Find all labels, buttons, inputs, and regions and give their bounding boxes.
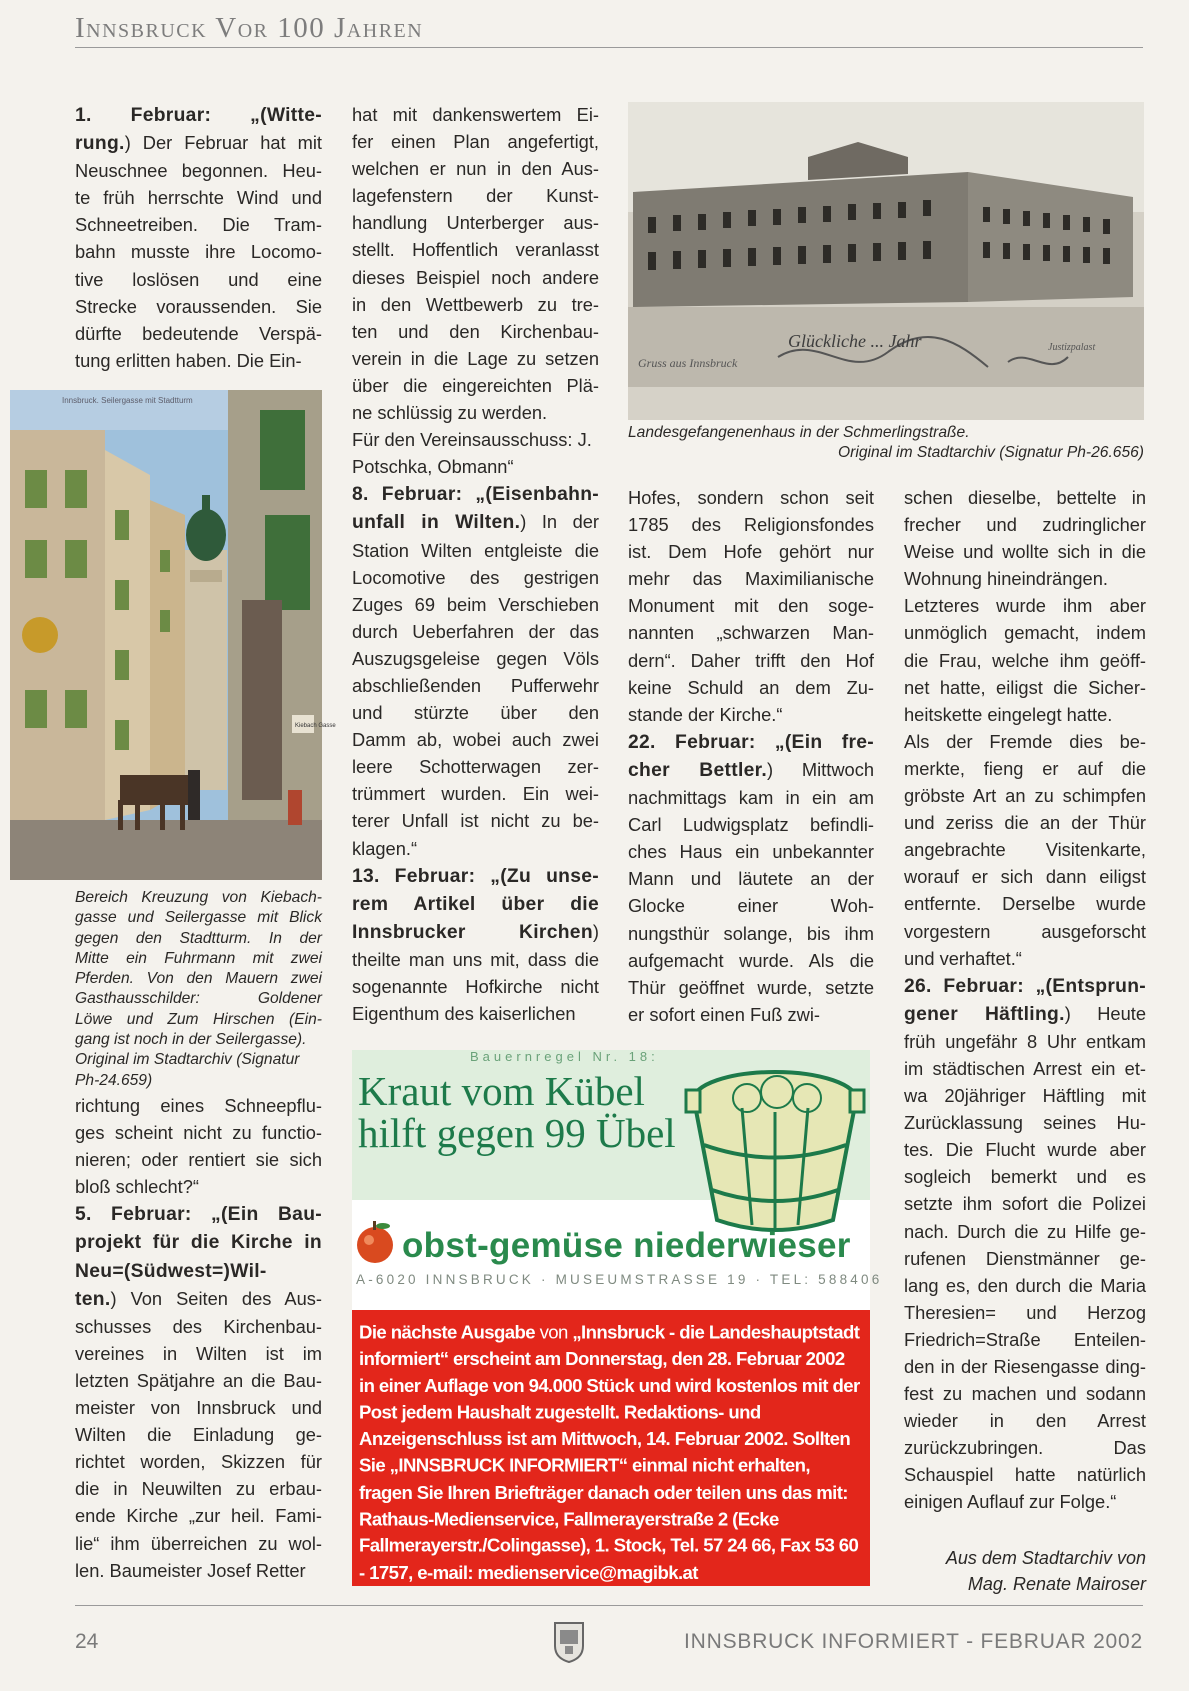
text-line <box>904 484 1146 511</box>
text-line <box>904 1488 1146 1515</box>
text-line <box>904 1218 1146 1245</box>
text-line <box>904 945 1146 972</box>
entry-heading: gener Häftling. <box>904 1003 1065 1025</box>
text-line <box>628 484 874 511</box>
page-number: 24 <box>75 1630 99 1653</box>
line-text: dürfte bedeutende Verspä- <box>75 322 322 344</box>
text-line <box>75 1119 322 1146</box>
line-text: Carl Ludwigsplatz befindli- <box>628 814 874 836</box>
text-line <box>628 920 874 947</box>
building-postcard-right: Justizpalast <box>1048 342 1096 353</box>
line-text: mehr das Maximilianische <box>628 568 874 590</box>
text-line <box>628 947 874 974</box>
line-text: Mann und läutete an der <box>628 868 874 890</box>
line-text: und zeriss die an der Thür <box>904 812 1146 834</box>
text-line <box>628 756 874 784</box>
text-line <box>628 619 874 646</box>
line-text: vorgestern ausgeforscht <box>904 920 1146 942</box>
text-line <box>628 511 874 538</box>
entry-heading: cher Bettler. <box>628 759 768 781</box>
line-text: tung erlitten haben. Die Ein- <box>75 349 302 371</box>
line-text: Schauspiel hatte natürlich <box>904 1464 1146 1486</box>
text-line <box>352 236 599 263</box>
line-text: bloß schlecht?“ <box>75 1176 199 1198</box>
building-photo <box>628 102 1144 420</box>
notice-body: „Innsbruck - die Landeshauptstadt informiert“ erscheint am Donnerstag, den 28. Februar 2002 in einer Auflage von 94.000 Stück und wird kostenlos mit der Post jedem Haushalt zugestellt. Redaktions- und Anzeigenschluss ist am Mittwoch, 14. Februar 2002. Sollten Sie „INNSBRUCK INFORMIERT“ einmal nicht erhalten, fragen Sie Ihren Briefträger danach oder teilen uns das mit: Rathaus-Medienservice, Fallmerayerstraße 2 (Ecke Fallmerayerstr./Colingasse), 1. Stock, Tel. 57 24 66, Fax 53 60 - 1757, e-mail: medienservice@magibk.at <box>359 1321 860 1583</box>
line-text: aufgemacht wurde. Als die <box>628 949 874 971</box>
text-line <box>352 209 599 236</box>
text-line <box>904 674 1146 701</box>
notice-connector: von <box>539 1321 568 1343</box>
entry-heading: rung. <box>75 133 125 155</box>
ad-company-address: A-6020 INNSBRUCK · MUSEUMSTRASSE 19 · TEL: 588406 <box>356 1272 883 1287</box>
text-line <box>75 1394 322 1421</box>
line-text: lang es, den durch die Maria <box>904 1274 1146 1296</box>
line-text: ) <box>592 920 599 942</box>
ad-company-name: obst-gemüse niederwieser <box>402 1226 851 1265</box>
text-line <box>75 1421 322 1448</box>
text-line <box>628 811 874 838</box>
text-line <box>904 1000 1146 1028</box>
line-text: im städtischen Arrest ein et- <box>904 1057 1146 1079</box>
text-line <box>904 701 1146 728</box>
line-text: verein in die Lage zu setzen <box>352 347 599 369</box>
text-line <box>628 701 874 728</box>
credit-line-1: Aus dem Stadtarchiv von <box>945 1548 1146 1568</box>
line-text: rufenen Dienstmänner ge- <box>904 1247 1146 1269</box>
text-line <box>628 538 874 565</box>
text-line <box>75 1313 322 1340</box>
text-line <box>75 1285 322 1313</box>
line-text: ches Haus ein unbekannter <box>628 841 874 863</box>
line-text: Damm ab, wobei auch zwei <box>352 729 599 751</box>
line-text: heitskette eingelegt hatte. <box>904 703 1113 725</box>
line-text: Für den Vereinsausschuss: J. <box>352 429 592 451</box>
text-line <box>628 838 874 865</box>
line-text: wa 20jähriger Häftling mit <box>904 1085 1146 1107</box>
text-line <box>628 1001 874 1028</box>
text-line <box>352 453 599 480</box>
text-line <box>904 1326 1146 1353</box>
line-text: gröbste Art an zu schimpfen <box>904 785 1146 807</box>
line-text: keine Schuld an dem Zu- <box>628 676 874 698</box>
caption-line: Pferden. Von den Mauern zwei <box>75 970 322 988</box>
line-text: die Frau, welche ihm geöff- <box>904 649 1146 671</box>
text-line <box>352 807 599 834</box>
entry-heading: Innsbrucker Kirchen <box>352 921 593 943</box>
text-line <box>904 1407 1146 1434</box>
line-text: lagefenstern der Kunst- <box>352 185 599 207</box>
text-line <box>352 537 599 564</box>
city-crest-icon <box>552 1620 586 1664</box>
column-4-text <box>904 484 1146 1516</box>
line-text: ist. Dem Hofe gehört nur <box>628 541 874 563</box>
line-text: klagen.“ <box>352 837 418 859</box>
line-text: Locomotive des gestrigen <box>352 566 599 588</box>
caption-line: Ph-24.659) <box>75 1071 153 1089</box>
line-text: ) Der Februar hat mit <box>124 132 322 154</box>
line-text: nungsthür solange, bis ihm <box>628 922 874 944</box>
line-text: fest zu machen und sodann <box>904 1383 1146 1405</box>
line-text: wieder in den Arrest <box>904 1410 1146 1432</box>
caption-line: Bereich Kreuzung von Kiebach- <box>75 889 322 906</box>
text-line <box>904 1272 1146 1299</box>
line-text: ges scheint nicht zu functio- <box>75 1122 322 1144</box>
text-line <box>904 511 1146 538</box>
caption-line: Original im Stadtarchiv (Signatur <box>75 1051 300 1069</box>
line-text: früh ungefähr 8 Uhr entkam <box>904 1030 1146 1052</box>
line-text: Eigenthum des kaiserlichen <box>352 1003 576 1025</box>
line-text: welchen er nun in den Aus- <box>352 158 599 180</box>
building-postcard-label: Gruss aus Innsbruck <box>638 356 738 370</box>
text-line <box>75 1448 322 1475</box>
text-line <box>75 1200 322 1228</box>
line-text: terer Unfall ist nicht zu be- <box>352 810 599 832</box>
line-text: dieses Beispiel noch andere <box>352 266 599 288</box>
text-line <box>904 1028 1146 1055</box>
text-line <box>352 345 599 372</box>
line-text: handlung Unterberger aus- <box>352 212 599 234</box>
text-line <box>904 1380 1146 1407</box>
text-line <box>904 1353 1146 1380</box>
line-text: Hofes, sondern schon seit <box>628 487 874 508</box>
line-text: te früh herrschte Wind und <box>75 187 322 209</box>
line-text: tes. Die Flucht wurde aber <box>904 1139 1146 1161</box>
text-line <box>628 728 874 756</box>
entry-heading: 26. Februar: „(Entsprun- <box>904 975 1146 997</box>
entry-heading: rem Artikel über die <box>352 893 599 915</box>
line-text: letzten Spätjahre an die Bau- <box>75 1369 322 1391</box>
entry-heading: Neu=(Südwest=)Wil- <box>75 1260 267 1282</box>
text-line <box>352 101 599 128</box>
line-text: die in Neuwilten zu erbau- <box>75 1478 322 1500</box>
text-line <box>352 973 599 1000</box>
line-text: frecher und zudringlicher <box>904 514 1146 536</box>
line-text: hat mit dankenswertem Ei- <box>352 104 599 125</box>
notice-lead: Die nächste Ausgabe <box>359 1321 535 1343</box>
line-text: 1785 des Religionsfondes <box>628 514 874 536</box>
line-text: nach. Durch die zu Hilfe ge- <box>904 1220 1146 1242</box>
street-photo-caption <box>75 888 322 1091</box>
ad-slogan-line-1: Kraut vom Kübel <box>358 1068 645 1114</box>
line-text: sogleich bemerkt und es <box>904 1166 1146 1188</box>
line-text: Monument mit den soge- <box>628 595 874 617</box>
text-line <box>352 1000 599 1027</box>
entry-heading: 8. Februar: „(Eisenbahn- <box>352 484 599 506</box>
text-line <box>352 128 599 155</box>
text-line <box>75 1367 322 1394</box>
ad-bauernregel: Bauernregel Nr. 18: <box>470 1049 659 1064</box>
caption-line: gegen den Stadtturm. In der <box>75 929 322 947</box>
text-line <box>352 182 599 209</box>
line-text: Strecke voraussenden. Sie <box>75 295 322 317</box>
street-photo <box>10 390 336 880</box>
line-text: Wilten die Einladung ge- <box>75 1424 322 1446</box>
line-text: Theresien= und Herzog <box>904 1301 1146 1323</box>
text-line <box>75 320 322 347</box>
text-line <box>628 974 874 1001</box>
text-line <box>904 619 1146 646</box>
text-line <box>904 728 1146 755</box>
text-line <box>75 1530 322 1557</box>
text-line <box>352 155 599 182</box>
text-line <box>352 862 599 890</box>
text-line <box>904 592 1146 619</box>
line-text: bahn musste ihre Locomo- <box>75 241 322 263</box>
text-line <box>904 755 1146 782</box>
line-text: vereines in Wilten ist im <box>75 1342 322 1364</box>
line-text: zurückzubringen. Das <box>904 1437 1146 1459</box>
text-line <box>904 782 1146 809</box>
text-line <box>904 918 1146 945</box>
text-line <box>75 1340 322 1367</box>
column-3-text <box>628 484 874 1028</box>
text-line <box>628 865 874 892</box>
entry-heading: 1. Februar: „(Witte- <box>75 105 322 126</box>
text-line <box>904 1190 1146 1217</box>
ad-slogan <box>358 1070 676 1154</box>
line-text: einigen Auflauf zur Folge.“ <box>904 1491 1117 1513</box>
text-line <box>628 592 874 619</box>
ad-slogan-line-2: hilft gegen 99 Übel <box>358 1110 676 1156</box>
next-issue-notice <box>352 1310 870 1586</box>
text-line <box>75 1502 322 1529</box>
column-1-top-text <box>75 101 322 374</box>
entry-heading: 22. Februar: „(Ein fre- <box>628 731 874 753</box>
line-text: Als der Fremde dies be- <box>904 730 1146 752</box>
line-text: stande der Kirche.“ <box>628 703 783 725</box>
line-text: Friedrich=Straße Enteilen- <box>904 1328 1146 1350</box>
entry-heading: 5. Februar: „(Ein Bau- <box>75 1204 322 1226</box>
line-text: und stürzte über den <box>352 702 599 724</box>
caption-line: gang ist noch in der Seilergasse). <box>75 1031 307 1049</box>
text-line <box>352 399 599 426</box>
text-line <box>352 480 599 508</box>
line-text: ende Kirche „zur heil. Fami- <box>75 1505 322 1527</box>
text-line <box>904 809 1146 836</box>
text-line <box>75 1228 322 1256</box>
line-text: Neuschnee begonnen. Heu- <box>75 160 322 182</box>
text-line <box>75 266 322 293</box>
text-line <box>75 293 322 320</box>
line-text: in den Wettbewerb zu tre- <box>352 293 599 315</box>
line-text: Zurücklassung seines Hu- <box>904 1112 1146 1134</box>
text-line <box>352 591 599 618</box>
text-line <box>352 564 599 591</box>
caption-line: gasse und Seilergasse mit Blick <box>75 909 322 927</box>
line-text: worauf er sich dann eiligst <box>904 866 1146 888</box>
text-line <box>352 645 599 672</box>
line-text: Auszugsgeleise gegen Völs <box>352 647 599 669</box>
text-line <box>75 211 322 238</box>
text-line <box>75 129 322 157</box>
street-postcard-label: Innsbruck. Seilergasse mit Stadtturm <box>62 396 193 405</box>
line-text: net hatte, eiligst die Sicher- <box>904 676 1146 698</box>
entry-heading: projekt für die Kirche in <box>75 1232 322 1254</box>
text-line <box>904 647 1146 674</box>
line-text: nachmittags kam in ein am <box>628 787 874 809</box>
text-line <box>904 1245 1146 1272</box>
line-text: richtet worden, Skizzen für <box>75 1451 322 1473</box>
text-line <box>352 835 599 862</box>
text-line <box>904 1109 1146 1136</box>
line-text: leere Schotterwagen zer- <box>352 756 599 778</box>
line-text: durch Ueberfahren der das <box>352 620 599 642</box>
text-line <box>75 1257 322 1285</box>
line-text: setzte ihm sofort die Polizei <box>904 1193 1146 1215</box>
text-line <box>628 892 874 919</box>
text-line <box>352 264 599 291</box>
line-text: Letzteres wurde ihm aber <box>904 595 1146 617</box>
line-text: nieren; oder rentiert sie sich <box>75 1149 322 1171</box>
text-line <box>904 1136 1146 1163</box>
line-text: entfernte. Derselbe wurde <box>904 893 1146 915</box>
text-line <box>75 1475 322 1502</box>
line-text: fer einen Plan angefertigt, <box>352 131 599 153</box>
line-text: Potschka, Obmann“ <box>352 456 514 478</box>
line-text: nannten „schwarzen Man- <box>628 622 874 644</box>
text-line <box>628 565 874 592</box>
text-line <box>904 890 1146 917</box>
line-text: ) Mittwoch <box>767 758 874 780</box>
text-line <box>75 1146 322 1173</box>
text-line <box>352 372 599 399</box>
line-text: abschließenden Pufferwehr <box>352 674 599 696</box>
line-text: Thür geöffnet wurde, setzte <box>628 976 874 998</box>
text-line <box>352 291 599 318</box>
line-text: ne schlüssig zu werden. <box>352 402 548 424</box>
text-line <box>904 1082 1146 1109</box>
text-line <box>75 101 322 129</box>
building-photo-caption <box>628 423 1144 464</box>
line-text: den in der Riesengasse ding- <box>904 1356 1146 1377</box>
line-text: Zuges 69 beim Verschieben <box>352 593 599 615</box>
credit-line-2: Mag. Renate Mairoser <box>967 1574 1146 1594</box>
caption-line: Gasthausschilder: Goldener <box>75 990 322 1008</box>
line-text: über die eingereichten Plä- <box>352 374 599 396</box>
text-line <box>75 184 322 211</box>
line-text: und verhaftet.“ <box>904 947 1022 969</box>
text-line <box>352 780 599 807</box>
footer-publication: INNSBRUCK INFORMIERT - FEBRUAR 2002 <box>684 1630 1143 1653</box>
line-text: tive loslösen und eine <box>75 268 322 290</box>
text-line <box>904 836 1146 863</box>
line-text: Station Wilten entgleiste die <box>352 539 599 561</box>
line-text: stellt. Hoffentlich veranlasst <box>352 239 599 261</box>
line-text: Glocke einer Woh- <box>628 895 874 917</box>
line-text: dern“. Daher trifft den Hof <box>628 649 874 671</box>
line-text: Wohnung hineindrängen. <box>904 568 1108 590</box>
cabbage-tub-illustration <box>682 1060 868 1238</box>
caption-line: Mitte ein Fuhrmann mit zwei <box>75 949 322 967</box>
text-line <box>904 1299 1146 1326</box>
line-text: theilte man uns mit, dass die <box>352 948 599 970</box>
building-caption-line-2: Original im Stadtarchiv (Signatur Ph-26.656) <box>838 444 1144 462</box>
line-text: ) Heute <box>1064 1002 1146 1024</box>
text-line <box>352 890 599 918</box>
text-line <box>352 508 599 536</box>
text-line <box>628 674 874 701</box>
text-line <box>904 863 1146 890</box>
text-line <box>904 1163 1146 1190</box>
line-text: Weise und wollte sich in die <box>904 541 1146 563</box>
line-text: meister von Innsbruck und <box>75 1397 322 1419</box>
text-line <box>75 1173 322 1200</box>
text-line <box>904 972 1146 1000</box>
column-1-bottom-text <box>75 1092 322 1584</box>
text-line <box>352 699 599 726</box>
text-line <box>352 753 599 780</box>
text-line <box>904 1055 1146 1082</box>
line-text: richtung eines Schneepflu- <box>75 1095 322 1116</box>
text-line <box>75 238 322 265</box>
text-line <box>904 565 1146 592</box>
line-text: schusses des Kirchenbau- <box>75 1315 322 1337</box>
entry-heading: unfall in Wilten. <box>352 512 521 534</box>
footer-rule <box>75 1605 1143 1606</box>
text-line <box>352 426 599 453</box>
column-2-text <box>352 101 599 1027</box>
text-line <box>352 726 599 753</box>
building-handwriting: Glückliche ... Jahr <box>788 331 922 351</box>
line-text: schen dieselbe, bettelte in <box>904 487 1146 508</box>
entry-heading: 13. Februar: „(Zu unse- <box>352 865 599 887</box>
header-rule <box>75 47 1143 48</box>
text-line <box>904 1434 1146 1461</box>
text-line <box>352 672 599 699</box>
line-text: angebrachte Visitenkarte, <box>904 839 1146 861</box>
line-text: ) In der <box>520 511 599 533</box>
text-line <box>904 1461 1146 1488</box>
building-caption-line-1: Landesgefangenenhaus in der Schmerlingstraße. <box>628 424 970 441</box>
text-line <box>352 918 599 946</box>
text-line <box>352 618 599 645</box>
street-sign-text: Kiebach Gasse <box>295 723 336 729</box>
text-line <box>75 1092 322 1119</box>
text-line <box>75 157 322 184</box>
line-text: sogenannte Hofkirche nicht <box>352 976 599 997</box>
line-text: Schneetreiben. Die Tram- <box>75 214 322 236</box>
text-line <box>352 318 599 345</box>
text-line <box>75 347 322 374</box>
caption-line: Löwe und Zum Hirschen (Ein- <box>75 1010 322 1028</box>
line-text: lie“ ihm überreichen zu wol- <box>75 1532 322 1554</box>
line-text: er sofort einen Fuß zwi- <box>628 1003 821 1025</box>
line-text: merkte, fieng er auf die <box>904 757 1146 779</box>
line-text: ) Von Seiten des Aus- <box>110 1287 322 1309</box>
apple-icon <box>354 1218 396 1264</box>
text-line <box>628 647 874 674</box>
entry-heading: ten. <box>75 1288 111 1310</box>
page-header-title: Innsbruck Vor 100 Jahren <box>75 12 424 44</box>
text-line <box>904 538 1146 565</box>
text-line <box>352 946 599 973</box>
line-text: len. Baumeister Josef Retter <box>75 1559 306 1581</box>
line-text: ten und den Kirchenbau- <box>352 320 599 342</box>
archive-credit <box>904 1545 1146 1597</box>
line-text: trümmert wurden. Ein wei- <box>352 783 599 805</box>
text-line <box>628 784 874 811</box>
line-text: unmöglich gemacht, indem <box>904 622 1146 644</box>
text-line <box>75 1557 322 1584</box>
